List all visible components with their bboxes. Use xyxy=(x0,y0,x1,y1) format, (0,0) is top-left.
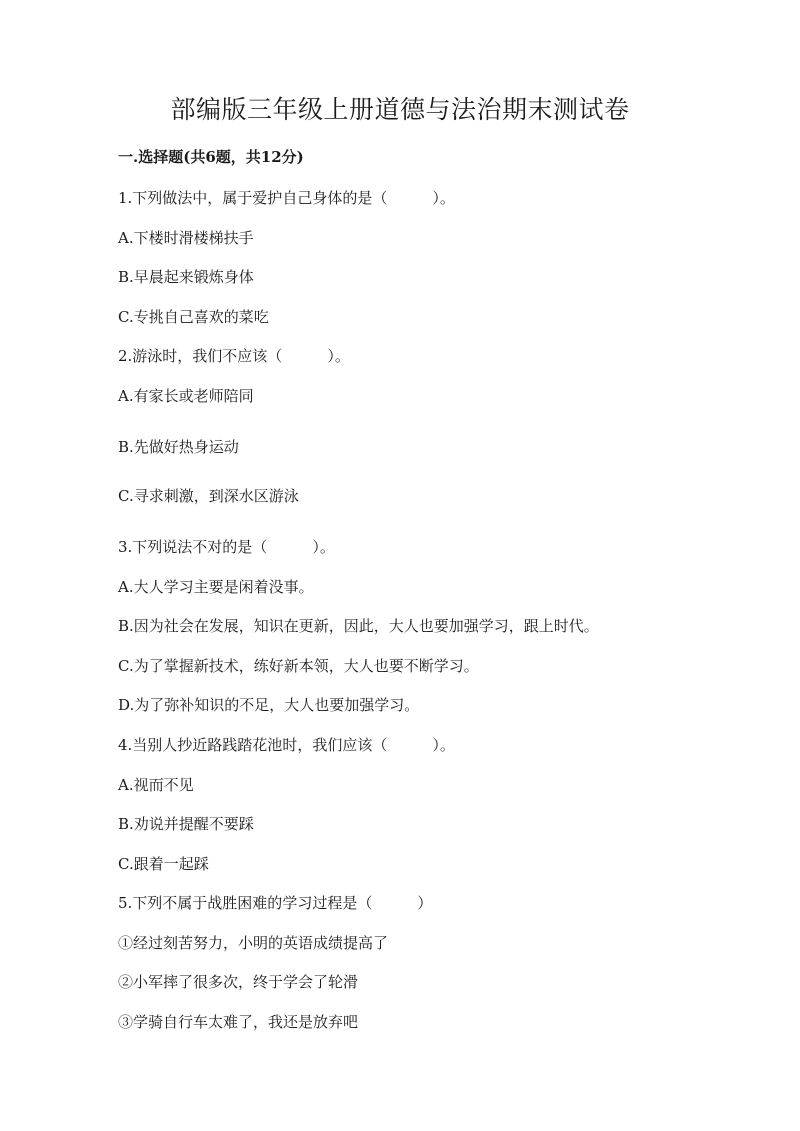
statement-5-1: ①经过刻苦努力，小明的英语成绩提高了 xyxy=(118,934,389,952)
statement-5-2: ②小军摔了很多次，终于学会了轮滑 xyxy=(118,973,359,991)
option-2c: C.寻求刺激，到深水区游泳 xyxy=(118,487,299,505)
statement-5-3: ③学骑自行车太难了，我还是放弃吧 xyxy=(118,1013,359,1031)
option-3b: B.因为社会在发展，知识在更新，因此，大人也要加强学习，跟上时代。 xyxy=(118,617,599,635)
option-3a: A.大人学习主要是闲着没事。 xyxy=(118,578,314,596)
option-2b: B.先做好热身运动 xyxy=(118,438,239,456)
question-5: 5.下列不属于战胜困难的学习过程是（ ） xyxy=(118,894,433,912)
option-3d: D.为了弥补知识的不足，大人也要加强学习。 xyxy=(118,696,420,714)
question-3: 3.下列说法不对的是（ ）。 xyxy=(118,538,335,556)
section-heading: 一.选择题(共6题，共12分) xyxy=(118,148,304,166)
question-4: 4.当别人抄近路践踏花池时，我们应该（ ）。 xyxy=(118,736,455,754)
option-1a: A.下楼时滑楼梯扶手 xyxy=(118,229,254,247)
question-2: 2.游泳时，我们不应该（ ）。 xyxy=(118,347,350,365)
question-1: 1.下列做法中，属于爱护自己身体的是（ ）。 xyxy=(118,189,455,207)
page-title: 部编版三年级上册道德与法治期末测试卷 xyxy=(170,95,630,124)
option-3c: C.为了掌握新技术，练好新本领，大人也要不断学习。 xyxy=(118,657,479,675)
option-4c: C.跟着一起踩 xyxy=(118,855,209,873)
option-2a: A.有家长或老师陪同 xyxy=(118,387,254,405)
option-1b: B.早晨起来锻炼身体 xyxy=(118,268,254,286)
option-4b: B.劝说并提醒不要踩 xyxy=(118,815,254,833)
option-1c: C.专挑自己喜欢的菜吃 xyxy=(118,308,269,326)
option-4a: A.视而不见 xyxy=(118,776,194,794)
